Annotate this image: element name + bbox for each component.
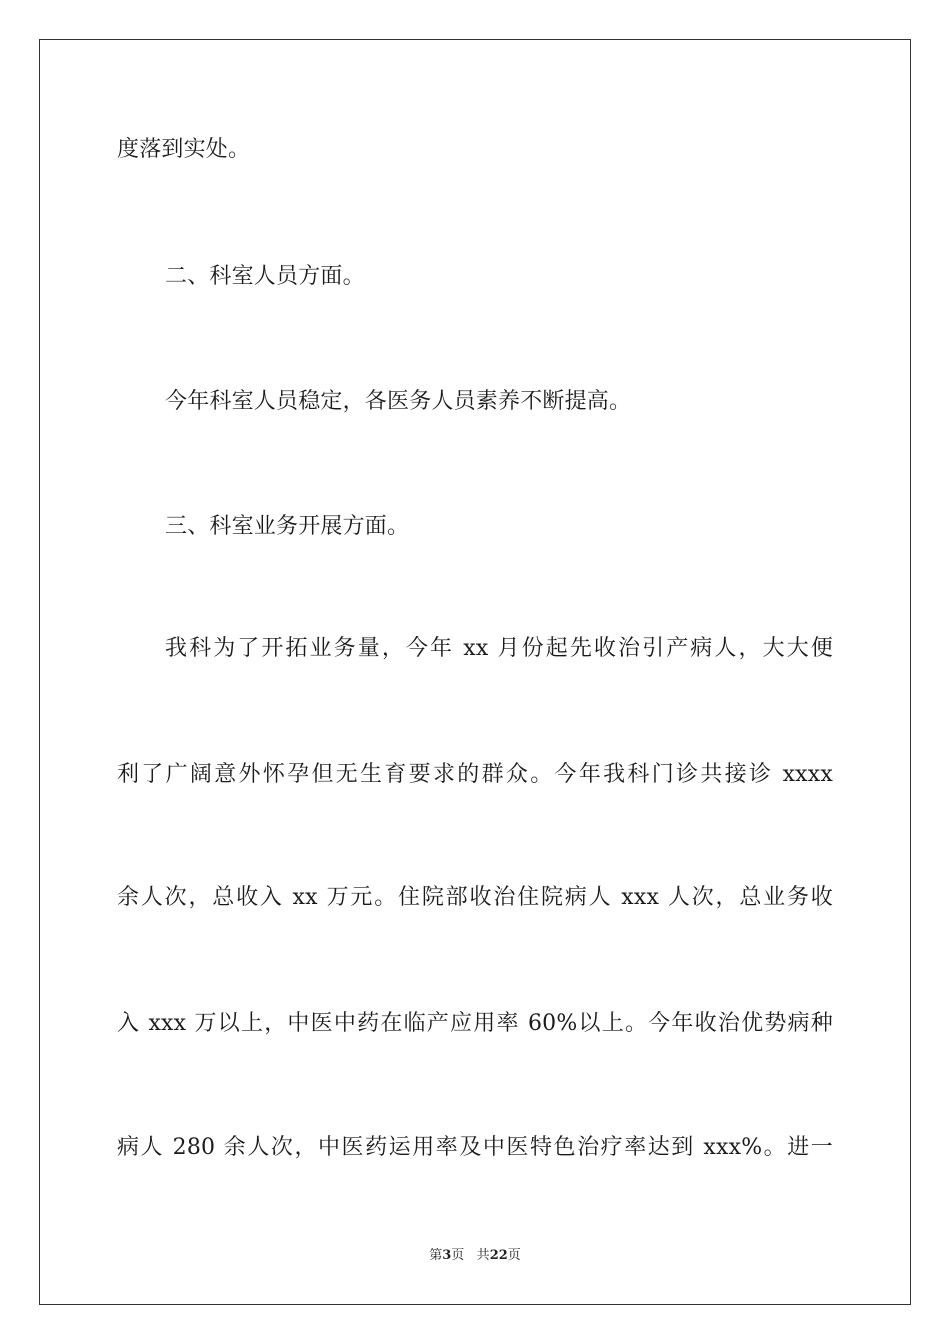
footer-page-prefix: 第 [429,1248,443,1263]
footer-total-pages: 22 [489,1248,508,1263]
text-line-3: 今年科室人员稳定，各医务人员素养不断提高。 [165,389,632,414]
footer-page-suffix: 页 [451,1248,465,1263]
footer-total-prefix: 共 [476,1248,490,1263]
text-line-6: 利了广阔意外怀孕但无生育要求的群众。今年我科门诊共接诊 xxxx [117,762,833,787]
footer-page-number: 3 [442,1248,452,1263]
text-line-9: 病人 280 余人次，中医药运用率及中医特色治疗率达到 xxx%。进一 [117,1135,833,1160]
text-line-1: 度落到实处。 [117,137,251,162]
page-border [39,39,911,1305]
footer-total-suffix: 页 [507,1248,521,1263]
section-heading-personnel: 二、科室人员方面。 [165,264,365,289]
page-footer [0,1247,950,1265]
text-line-7: 余人次，总收入 xx 万元。住院部收治住院病人 xxx 人次，总业务收 [117,885,833,910]
text-line-8: 入 xxx 万以上，中医中药在临产应用率 60%以上。今年收治优势病种 [117,1011,833,1036]
section-heading-business: 三、科室业务开展方面。 [165,514,410,539]
text-line-5: 我科为了开拓业务量，今年 xx 月份起先收治引产病人，大大便 [165,636,833,661]
